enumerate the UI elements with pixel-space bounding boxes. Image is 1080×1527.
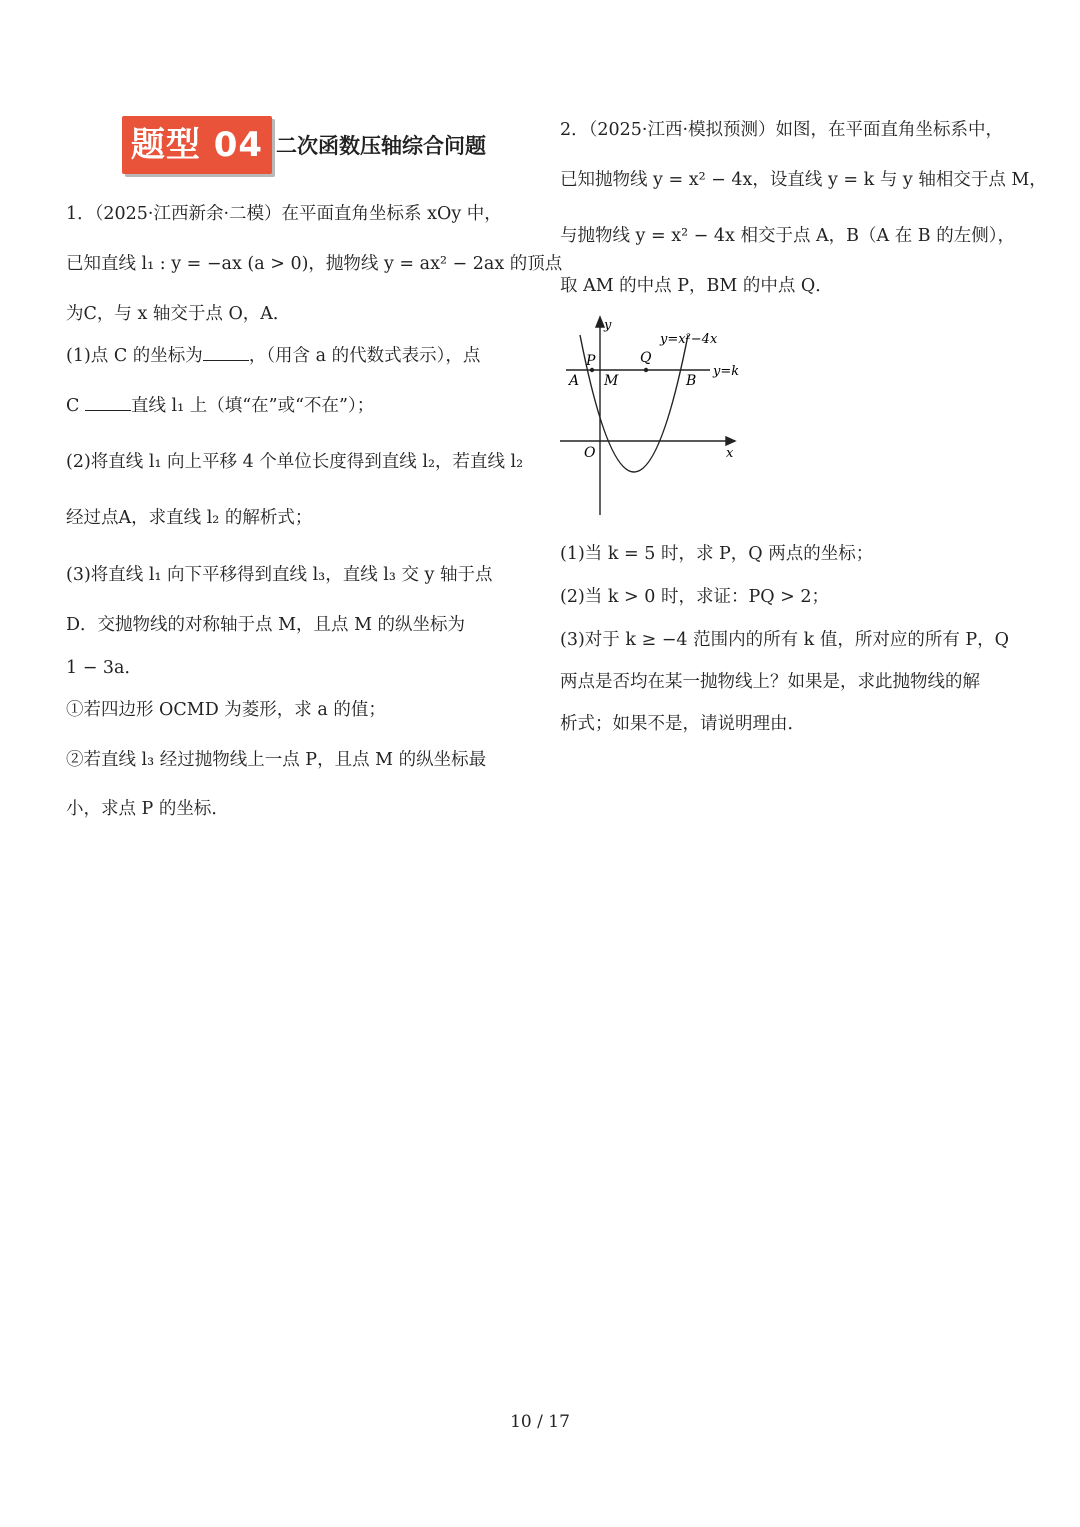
q1-line: (2)将直线 l₁ 向上平移 4 个单位长度得到直线 l₂，若直线 l₂ — [66, 452, 524, 472]
label-q: Q — [640, 350, 652, 366]
q1-line: 经过点A，求直线 l₂ 的解析式； — [66, 508, 313, 528]
label-o: O — [584, 445, 596, 461]
answer-blank — [85, 394, 131, 411]
answer-blank — [203, 344, 249, 361]
parabola-curve — [580, 335, 688, 472]
q1-line: ②若直线 l₃ 经过抛物线上一点 P，且点 M 的纵坐标最 — [66, 750, 487, 770]
label-p: P — [586, 353, 596, 369]
label-line: y=k — [713, 364, 740, 379]
q1-line: (3)将直线 l₁ 向下平移得到直线 l₃，直线 l₃ 交 y 轴于点 — [66, 565, 493, 585]
point-q — [644, 368, 648, 372]
label-parabola: y=x²−4x — [660, 332, 718, 347]
q1-line — [66, 392, 374, 417]
q1-part1-text: (1)点 C 的坐标为 — [66, 346, 203, 366]
q2-line: 取 AM 的中点 P，BM 的中点 Q． — [560, 276, 833, 296]
x-axis-arrow-icon — [726, 437, 735, 445]
q1-line: 1 − 3a． — [66, 658, 142, 678]
q1-part1-text: C — [66, 396, 80, 416]
q2-line: 两点是否均在某一抛物线上？如果是，求此抛物线的解 — [560, 672, 980, 692]
q1-part1-text: ，（用含 a 的代数式表示），点 — [248, 346, 481, 366]
q2-line: 已知抛物线 y = x² − 4x，设直线 y = k 与 y 轴相交于点 M， — [560, 170, 1047, 190]
label-b: B — [686, 373, 697, 389]
q1-line — [66, 342, 480, 367]
section-badge: 题型 04 — [122, 116, 272, 174]
q1-line: 已知直线 l₁ : y = −ax (a > 0)，抛物线 y = ax² − 2ax 的顶点 — [66, 254, 563, 274]
q1-line: 为C，与 x 轴交于点 O，A． — [66, 304, 291, 324]
q2-line: (3)对于 k ≥ −4 范围内的所有 k 值，所对应的所有 P，Q — [560, 630, 1010, 650]
section-title: 二次函数压轴综合问题 — [276, 134, 486, 158]
y-axis-arrow-icon — [596, 317, 604, 327]
q1-line: 小，求点 P 的坐标． — [66, 799, 229, 819]
page-number: 10 / 17 — [510, 1412, 570, 1432]
q1-line: D．交抛物线的对称轴于点 M，且点 M 的纵坐标为 — [66, 615, 466, 635]
label-a: A — [569, 373, 580, 389]
label-x: x — [726, 446, 734, 461]
q1-line: ①若四边形 OCMD 为菱形，求 a 的值； — [66, 700, 386, 720]
q1-part1-text: 直线 l₁ 上（填“在”或“不在”）； — [130, 396, 375, 416]
q2-line: 析式；如果不是，请说明理由． — [560, 714, 805, 734]
q1-line: 1．（2025·江西新余·二模）在平面直角坐标系 xOy 中， — [66, 204, 502, 224]
q2-line: (1)当 k = 5 时，求 P，Q 两点的坐标； — [560, 544, 874, 564]
parabola-figure — [560, 315, 750, 525]
q2-line: (2)当 k > 0 时，求证：PQ > 2； — [560, 587, 829, 607]
q2-line: 与抛物线 y = x² − 4x 相交于点 A，B（A 在 B 的左侧）， — [560, 226, 1015, 246]
label-m: M — [604, 373, 619, 389]
label-y: y — [604, 318, 612, 333]
q2-line: 2．（2025·江西·模拟预测）如图，在平面直角坐标系中， — [560, 120, 1004, 140]
